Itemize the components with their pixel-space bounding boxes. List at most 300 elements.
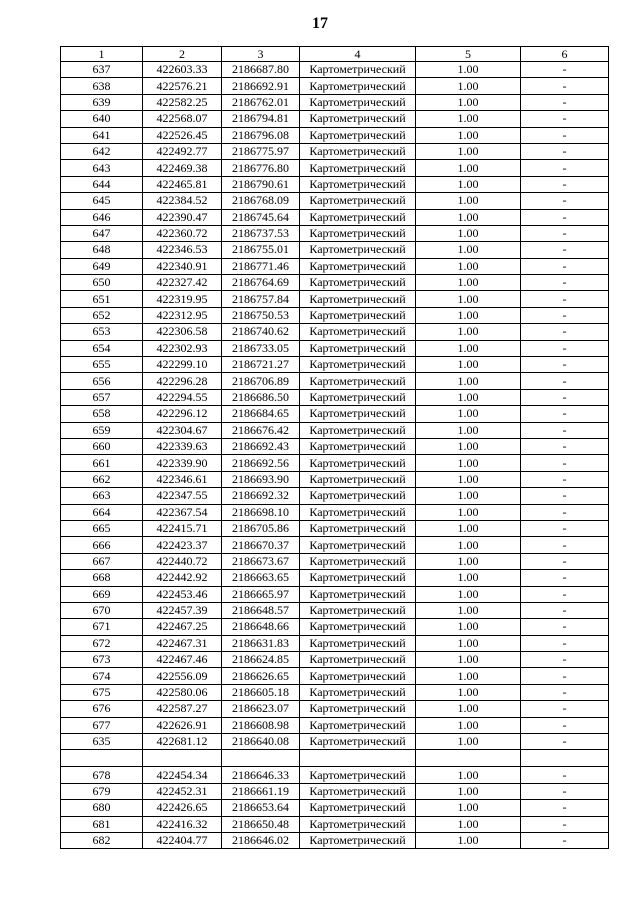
point-number-cell: 675: [61, 684, 143, 700]
table-header-row: [61, 47, 609, 62]
accuracy-cell: 1.00: [416, 176, 521, 192]
note-cell: -: [521, 652, 609, 668]
x-coordinate-cell: 422306.58: [143, 324, 222, 340]
y-coordinate-cell: 2186623.07: [222, 701, 300, 717]
method-cell: Картометрический: [300, 127, 416, 143]
point-number-cell: 671: [61, 619, 143, 635]
method-cell: Картометрический: [300, 717, 416, 733]
point-number-cell: 642: [61, 143, 143, 159]
accuracy-cell: 1.00: [416, 586, 521, 602]
method-cell: Картометрический: [300, 520, 416, 536]
method-cell: Картометрический: [300, 406, 416, 422]
y-coordinate-cell: 2186684.65: [222, 406, 300, 422]
y-coordinate-cell: 2186692.91: [222, 78, 300, 94]
x-coordinate-cell: 422299.10: [143, 357, 222, 373]
table-row: [61, 127, 609, 143]
method-cell: Картометрический: [300, 767, 416, 783]
x-coordinate-cell: 422426.65: [143, 800, 222, 816]
accuracy-cell: 1.00: [416, 389, 521, 405]
point-number-cell: 677: [61, 717, 143, 733]
method-cell: Картометрический: [300, 143, 416, 159]
method-cell: Картометрический: [300, 275, 416, 291]
method-cell: Картометрический: [300, 160, 416, 176]
method-cell: Картометрический: [300, 586, 416, 602]
accuracy-cell: 1.00: [416, 258, 521, 274]
method-cell: Картометрический: [300, 258, 416, 274]
y-coordinate-cell: 2186653.64: [222, 800, 300, 816]
y-coordinate-cell: 2186624.85: [222, 652, 300, 668]
method-cell: Картометрический: [300, 783, 416, 799]
note-cell: -: [521, 94, 609, 110]
point-number-cell: 641: [61, 127, 143, 143]
x-coordinate-cell: 422304.67: [143, 422, 222, 438]
point-number-cell: 656: [61, 373, 143, 389]
note-cell: -: [521, 242, 609, 258]
y-coordinate-cell: 2186608.98: [222, 717, 300, 733]
x-coordinate-cell: 422454.34: [143, 767, 222, 783]
empty-cell: [61, 750, 143, 767]
accuracy-cell: 1.00: [416, 734, 521, 750]
method-cell: Картометрический: [300, 471, 416, 487]
y-coordinate-cell: 2186755.01: [222, 242, 300, 258]
empty-cell: [300, 750, 416, 767]
empty-cell: [222, 750, 300, 767]
note-cell: -: [521, 471, 609, 487]
table-row: [61, 816, 609, 832]
x-coordinate-cell: 422347.55: [143, 488, 222, 504]
table-row: [61, 553, 609, 569]
method-cell: Картометрический: [300, 422, 416, 438]
point-number-cell: 639: [61, 94, 143, 110]
note-cell: -: [521, 783, 609, 799]
page-number: 17: [312, 15, 328, 32]
y-coordinate-cell: 2186794.81: [222, 111, 300, 127]
accuracy-cell: 1.00: [416, 471, 521, 487]
y-coordinate-cell: 2186790.61: [222, 176, 300, 192]
y-coordinate-cell: 2186706.89: [222, 373, 300, 389]
table-row: [61, 455, 609, 471]
method-cell: Картометрический: [300, 504, 416, 520]
x-coordinate-cell: 422453.46: [143, 586, 222, 602]
x-coordinate-cell: 422339.63: [143, 438, 222, 454]
method-cell: Картометрический: [300, 537, 416, 553]
accuracy-cell: 1.00: [416, 635, 521, 651]
table-row: [61, 783, 609, 799]
table-row: [61, 143, 609, 159]
y-coordinate-cell: 2186796.08: [222, 127, 300, 143]
note-cell: -: [521, 406, 609, 422]
empty-cell: [521, 750, 609, 767]
point-number-cell: 649: [61, 258, 143, 274]
y-coordinate-cell: 2186640.08: [222, 734, 300, 750]
y-coordinate-cell: 2186646.33: [222, 767, 300, 783]
note-cell: -: [521, 602, 609, 618]
y-coordinate-cell: 2186650.48: [222, 816, 300, 832]
y-coordinate-cell: 2186692.32: [222, 488, 300, 504]
accuracy-cell: 1.00: [416, 357, 521, 373]
point-number-cell: 643: [61, 160, 143, 176]
table-row: [61, 275, 609, 291]
x-coordinate-cell: 422469.38: [143, 160, 222, 176]
note-cell: -: [521, 143, 609, 159]
x-coordinate-cell: 422415.71: [143, 520, 222, 536]
y-coordinate-cell: 2186661.19: [222, 783, 300, 799]
accuracy-cell: 1.00: [416, 340, 521, 356]
note-cell: -: [521, 62, 609, 78]
point-number-cell: 648: [61, 242, 143, 258]
y-coordinate-cell: 2186687.80: [222, 62, 300, 78]
y-coordinate-cell: 2186646.02: [222, 832, 300, 848]
point-number-cell: 665: [61, 520, 143, 536]
accuracy-cell: 1.00: [416, 619, 521, 635]
method-cell: Картометрический: [300, 340, 416, 356]
y-coordinate-cell: 2186698.10: [222, 504, 300, 520]
y-coordinate-cell: 2186631.83: [222, 635, 300, 651]
accuracy-cell: 1.00: [416, 143, 521, 159]
method-cell: Картометрический: [300, 209, 416, 225]
y-coordinate-cell: 2186692.56: [222, 455, 300, 471]
accuracy-cell: 1.00: [416, 767, 521, 783]
accuracy-cell: 1.00: [416, 602, 521, 618]
table-row: [61, 422, 609, 438]
note-cell: -: [521, 701, 609, 717]
method-cell: Картометрический: [300, 553, 416, 569]
accuracy-cell: 1.00: [416, 783, 521, 799]
x-coordinate-cell: 422681.12: [143, 734, 222, 750]
note-cell: -: [521, 307, 609, 323]
note-cell: -: [521, 684, 609, 700]
point-number-cell: 653: [61, 324, 143, 340]
x-coordinate-cell: 422440.72: [143, 553, 222, 569]
table-row: [61, 488, 609, 504]
method-cell: Картометрический: [300, 389, 416, 405]
point-number-cell: 667: [61, 553, 143, 569]
point-number-cell: 658: [61, 406, 143, 422]
point-number-cell: 682: [61, 832, 143, 848]
table-row: [61, 242, 609, 258]
note-cell: -: [521, 455, 609, 471]
accuracy-cell: 1.00: [416, 62, 521, 78]
accuracy-cell: 1.00: [416, 160, 521, 176]
table-row: [61, 832, 609, 848]
method-cell: Картометрический: [300, 635, 416, 651]
table-row: [61, 209, 609, 225]
note-cell: -: [521, 767, 609, 783]
accuracy-cell: 1.00: [416, 291, 521, 307]
x-coordinate-cell: 422556.09: [143, 668, 222, 684]
accuracy-cell: 1.00: [416, 406, 521, 422]
accuracy-cell: 1.00: [416, 684, 521, 700]
table-row: [61, 767, 609, 783]
accuracy-cell: 1.00: [416, 438, 521, 454]
empty-cell: [143, 750, 222, 767]
table-row: [61, 94, 609, 110]
x-coordinate-cell: 422452.31: [143, 783, 222, 799]
point-number-cell: 635: [61, 734, 143, 750]
y-coordinate-cell: 2186676.42: [222, 422, 300, 438]
x-coordinate-cell: 422467.46: [143, 652, 222, 668]
x-coordinate-cell: 422327.42: [143, 275, 222, 291]
method-cell: Картометрический: [300, 455, 416, 471]
y-coordinate-cell: 2186648.66: [222, 619, 300, 635]
y-coordinate-cell: 2186762.01: [222, 94, 300, 110]
column-header: 6: [521, 47, 609, 62]
note-cell: -: [521, 193, 609, 209]
accuracy-cell: 1.00: [416, 422, 521, 438]
y-coordinate-cell: 2186686.50: [222, 389, 300, 405]
method-cell: Картометрический: [300, 734, 416, 750]
method-cell: Картометрический: [300, 602, 416, 618]
table-row: [61, 537, 609, 553]
table-row: [61, 635, 609, 651]
x-coordinate-cell: 422319.95: [143, 291, 222, 307]
table-row: [61, 62, 609, 78]
note-cell: -: [521, 340, 609, 356]
note-cell: -: [521, 635, 609, 651]
note-cell: -: [521, 160, 609, 176]
note-cell: -: [521, 438, 609, 454]
method-cell: Картометрический: [300, 291, 416, 307]
x-coordinate-cell: 422367.54: [143, 504, 222, 520]
accuracy-cell: 1.00: [416, 127, 521, 143]
point-number-cell: 640: [61, 111, 143, 127]
table-row: [61, 520, 609, 536]
x-coordinate-cell: 422467.31: [143, 635, 222, 651]
table-row: [61, 291, 609, 307]
x-coordinate-cell: 422384.52: [143, 193, 222, 209]
table-row: [61, 586, 609, 602]
note-cell: -: [521, 570, 609, 586]
point-number-cell: 666: [61, 537, 143, 553]
x-coordinate-cell: 422416.32: [143, 816, 222, 832]
note-cell: -: [521, 488, 609, 504]
table-row: [61, 406, 609, 422]
table-row: [61, 438, 609, 454]
y-coordinate-cell: 2186745.64: [222, 209, 300, 225]
method-cell: Картометрический: [300, 324, 416, 340]
note-cell: -: [521, 537, 609, 553]
y-coordinate-cell: 2186750.53: [222, 307, 300, 323]
point-number-cell: 670: [61, 602, 143, 618]
point-number-cell: 676: [61, 701, 143, 717]
column-header: 3: [222, 47, 300, 62]
accuracy-cell: 1.00: [416, 668, 521, 684]
point-number-cell: 647: [61, 225, 143, 241]
method-cell: Картометрический: [300, 78, 416, 94]
x-coordinate-cell: 422423.37: [143, 537, 222, 553]
table-row: [61, 570, 609, 586]
y-coordinate-cell: 2186771.46: [222, 258, 300, 274]
table-row: [61, 225, 609, 241]
table-row: [61, 176, 609, 192]
x-coordinate-cell: 422603.33: [143, 62, 222, 78]
x-coordinate-cell: 422390.47: [143, 209, 222, 225]
note-cell: -: [521, 209, 609, 225]
y-coordinate-cell: 2186626.65: [222, 668, 300, 684]
point-number-cell: 678: [61, 767, 143, 783]
table-row: [61, 471, 609, 487]
accuracy-cell: 1.00: [416, 209, 521, 225]
method-cell: Картометрический: [300, 94, 416, 110]
y-coordinate-cell: 2186721.27: [222, 357, 300, 373]
point-number-cell: 662: [61, 471, 143, 487]
point-number-cell: 644: [61, 176, 143, 192]
method-cell: Картометрический: [300, 193, 416, 209]
accuracy-cell: 1.00: [416, 816, 521, 832]
x-coordinate-cell: 422296.28: [143, 373, 222, 389]
x-coordinate-cell: 422302.93: [143, 340, 222, 356]
table-row: [61, 652, 609, 668]
point-number-cell: 672: [61, 635, 143, 651]
y-coordinate-cell: 2186733.05: [222, 340, 300, 356]
table-row: [61, 684, 609, 700]
note-cell: -: [521, 389, 609, 405]
x-coordinate-cell: 422346.53: [143, 242, 222, 258]
note-cell: -: [521, 291, 609, 307]
method-cell: Картометрический: [300, 176, 416, 192]
table-row: [61, 602, 609, 618]
table-row: [61, 357, 609, 373]
method-cell: Картометрический: [300, 619, 416, 635]
accuracy-cell: 1.00: [416, 373, 521, 389]
accuracy-cell: 1.00: [416, 275, 521, 291]
point-number-cell: 657: [61, 389, 143, 405]
accuracy-cell: 1.00: [416, 570, 521, 586]
y-coordinate-cell: 2186605.18: [222, 684, 300, 700]
point-number-cell: 659: [61, 422, 143, 438]
point-number-cell: 664: [61, 504, 143, 520]
table-row: [61, 78, 609, 94]
method-cell: Картометрический: [300, 373, 416, 389]
y-coordinate-cell: 2186665.97: [222, 586, 300, 602]
table-row: [61, 668, 609, 684]
x-coordinate-cell: 422296.12: [143, 406, 222, 422]
note-cell: -: [521, 619, 609, 635]
point-number-cell: 645: [61, 193, 143, 209]
point-number-cell: 655: [61, 357, 143, 373]
table-row: [61, 373, 609, 389]
accuracy-cell: 1.00: [416, 488, 521, 504]
note-cell: -: [521, 422, 609, 438]
note-cell: -: [521, 586, 609, 602]
x-coordinate-cell: 422404.77: [143, 832, 222, 848]
column-header: 4: [300, 47, 416, 62]
method-cell: Картометрический: [300, 668, 416, 684]
accuracy-cell: 1.00: [416, 800, 521, 816]
x-coordinate-cell: 422492.77: [143, 143, 222, 159]
note-cell: -: [521, 127, 609, 143]
method-cell: Картометрический: [300, 307, 416, 323]
y-coordinate-cell: 2186670.37: [222, 537, 300, 553]
y-coordinate-cell: 2186776.80: [222, 160, 300, 176]
point-number-cell: 663: [61, 488, 143, 504]
x-coordinate-cell: 422360.72: [143, 225, 222, 241]
y-coordinate-cell: 2186705.86: [222, 520, 300, 536]
point-number-cell: 638: [61, 78, 143, 94]
note-cell: -: [521, 357, 609, 373]
point-number-cell: 646: [61, 209, 143, 225]
accuracy-cell: 1.00: [416, 111, 521, 127]
y-coordinate-cell: 2186740.62: [222, 324, 300, 340]
table-row: [61, 258, 609, 274]
note-cell: -: [521, 504, 609, 520]
accuracy-cell: 1.00: [416, 78, 521, 94]
x-coordinate-cell: 422587.27: [143, 701, 222, 717]
note-cell: -: [521, 111, 609, 127]
note-cell: -: [521, 520, 609, 536]
table-row: [61, 160, 609, 176]
method-cell: Картометрический: [300, 684, 416, 700]
point-number-cell: 674: [61, 668, 143, 684]
table-row: [61, 734, 609, 750]
x-coordinate-cell: 422582.25: [143, 94, 222, 110]
note-cell: -: [521, 553, 609, 569]
point-number-cell: 680: [61, 800, 143, 816]
y-coordinate-cell: 2186692.43: [222, 438, 300, 454]
method-cell: Картометрический: [300, 62, 416, 78]
x-coordinate-cell: 422442.92: [143, 570, 222, 586]
point-number-cell: 654: [61, 340, 143, 356]
accuracy-cell: 1.00: [416, 225, 521, 241]
point-number-cell: 637: [61, 62, 143, 78]
x-coordinate-cell: 422312.95: [143, 307, 222, 323]
x-coordinate-cell: 422568.07: [143, 111, 222, 127]
note-cell: -: [521, 78, 609, 94]
x-coordinate-cell: 422457.39: [143, 602, 222, 618]
note-cell: -: [521, 800, 609, 816]
accuracy-cell: 1.00: [416, 520, 521, 536]
y-coordinate-cell: 2186764.69: [222, 275, 300, 291]
column-header: 2: [143, 47, 222, 62]
point-number-cell: 661: [61, 455, 143, 471]
y-coordinate-cell: 2186673.67: [222, 553, 300, 569]
x-coordinate-cell: 422467.25: [143, 619, 222, 635]
accuracy-cell: 1.00: [416, 832, 521, 848]
accuracy-cell: 1.00: [416, 553, 521, 569]
accuracy-cell: 1.00: [416, 652, 521, 668]
y-coordinate-cell: 2186663.65: [222, 570, 300, 586]
point-number-cell: 681: [61, 816, 143, 832]
accuracy-cell: 1.00: [416, 504, 521, 520]
column-header: 5: [416, 47, 521, 62]
method-cell: Картометрический: [300, 816, 416, 832]
method-cell: Картометрический: [300, 438, 416, 454]
note-cell: -: [521, 668, 609, 684]
table-row: [61, 193, 609, 209]
point-number-cell: 668: [61, 570, 143, 586]
table-row: [61, 324, 609, 340]
table-row: [61, 111, 609, 127]
method-cell: Картометрический: [300, 800, 416, 816]
note-cell: -: [521, 225, 609, 241]
accuracy-cell: 1.00: [416, 324, 521, 340]
accuracy-cell: 1.00: [416, 537, 521, 553]
x-coordinate-cell: 422526.45: [143, 127, 222, 143]
table-body: [61, 62, 609, 849]
accuracy-cell: 1.00: [416, 193, 521, 209]
table-row: [61, 307, 609, 323]
accuracy-cell: 1.00: [416, 94, 521, 110]
coordinates-table: [60, 46, 609, 849]
x-coordinate-cell: 422294.55: [143, 389, 222, 405]
column-header: 1: [61, 47, 143, 62]
point-number-cell: 651: [61, 291, 143, 307]
y-coordinate-cell: 2186648.57: [222, 602, 300, 618]
empty-cell: [416, 750, 521, 767]
point-number-cell: 650: [61, 275, 143, 291]
note-cell: -: [521, 717, 609, 733]
y-coordinate-cell: 2186737.53: [222, 225, 300, 241]
